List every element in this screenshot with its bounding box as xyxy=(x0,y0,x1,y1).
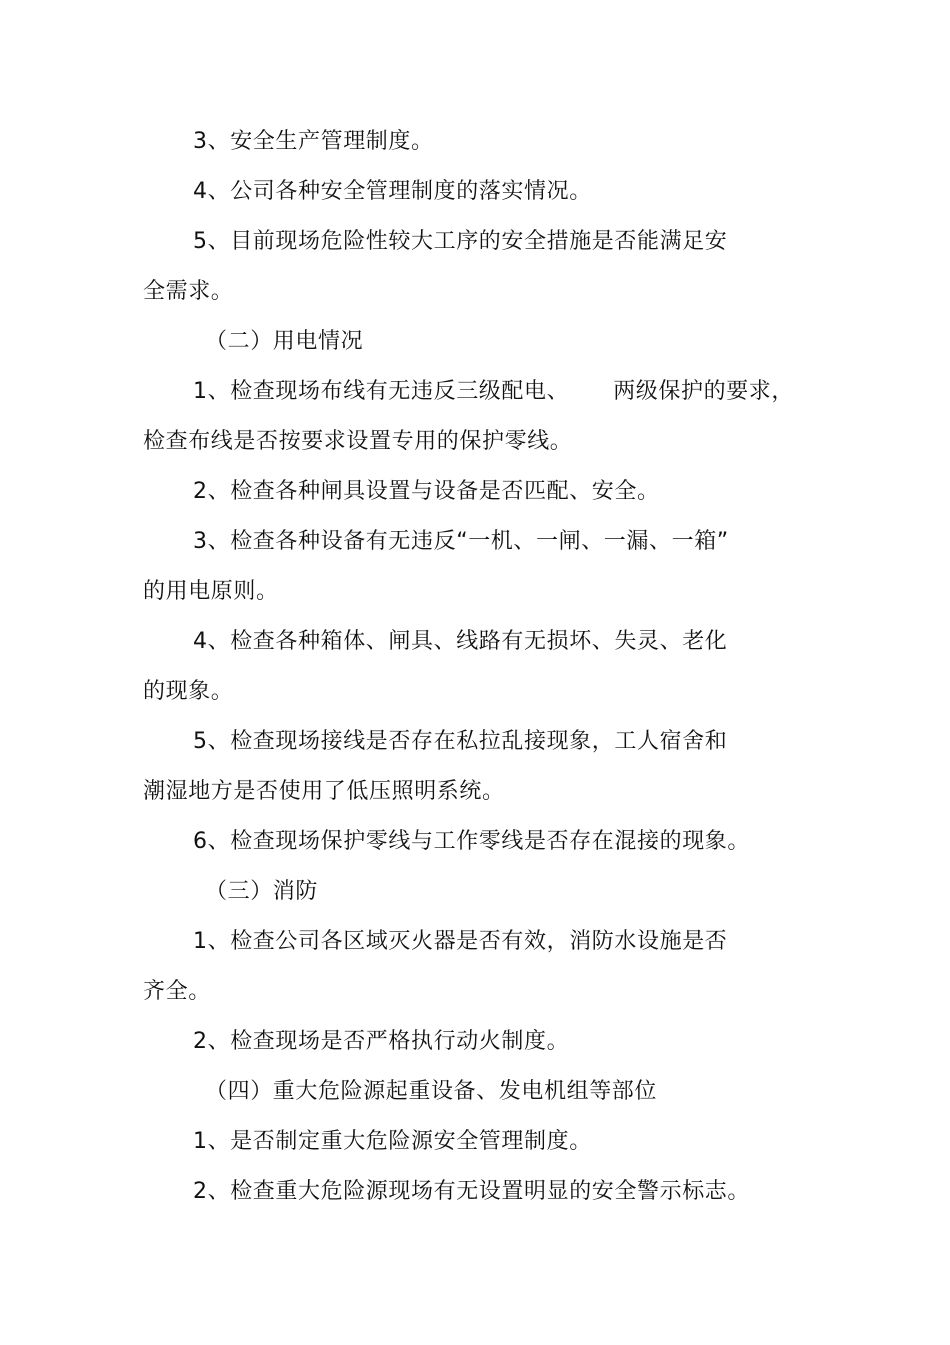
electricity-item-1-part-a: 1、检查现场布线有无违反三级配电、 xyxy=(193,379,570,404)
list-item-5-safety-measures: 5、目前现场危险性较大工序的安全措施是否能满足安 xyxy=(193,229,728,254)
electricity-item-1 xyxy=(193,377,794,407)
hazard-item-1: 1、是否制定重大危险源安全管理制度。 xyxy=(193,1129,592,1154)
section-heading-hazard-sources: （四）重大危险源起重设备、发电机组等部位 xyxy=(205,1079,658,1104)
list-item-4-implementation: 4、公司各种安全管理制度的落实情况。 xyxy=(193,179,592,204)
electricity-item-2: 2、检查各种闸具设置与设备是否匹配、安全。 xyxy=(193,479,660,504)
hazard-item-2: 2、检查重大危险源现场有无设置明显的安全警示标志。 xyxy=(193,1179,750,1204)
electricity-item-4: 4、检查各种箱体、闸具、线路有无损坏、失灵、老化 xyxy=(193,629,728,654)
list-item-3-management-system: 3、安全生产管理制度。 xyxy=(193,129,434,154)
fire-item-2: 2、检查现场是否严格执行动火制度。 xyxy=(193,1029,570,1054)
electricity-item-1-part-b: 两级保护的要求， xyxy=(613,379,795,404)
fire-item-1: 1、检查公司各区域灭火器是否有效，消防水设施是否 xyxy=(193,929,728,954)
section-heading-fire: （三）消防 xyxy=(205,879,319,904)
section-heading-electricity: （二）用电情况 xyxy=(205,329,364,354)
electricity-item-5: 5、检查现场接线是否存在私拉乱接现象，工人宿舍和 xyxy=(193,729,728,754)
electricity-item-6: 6、检查现场保护零线与工作零线是否存在混接的现象。 xyxy=(193,829,750,854)
electricity-item-3: 3、检查各种设备有无违反“一机、一闸、一漏、一箱” xyxy=(193,529,729,554)
electricity-item-3-continuation: 的用电原则。 xyxy=(143,579,279,604)
electricity-item-1-continuation: 检查布线是否按要求设置专用的保护零线。 xyxy=(143,429,573,454)
electricity-item-4-continuation: 的现象。 xyxy=(143,679,234,704)
fire-item-1-continuation: 齐全。 xyxy=(143,979,211,1004)
electricity-item-5-continuation: 潮湿地方是否使用了低压照明系统。 xyxy=(143,779,505,804)
list-item-5-continuation: 全需求。 xyxy=(143,279,234,304)
